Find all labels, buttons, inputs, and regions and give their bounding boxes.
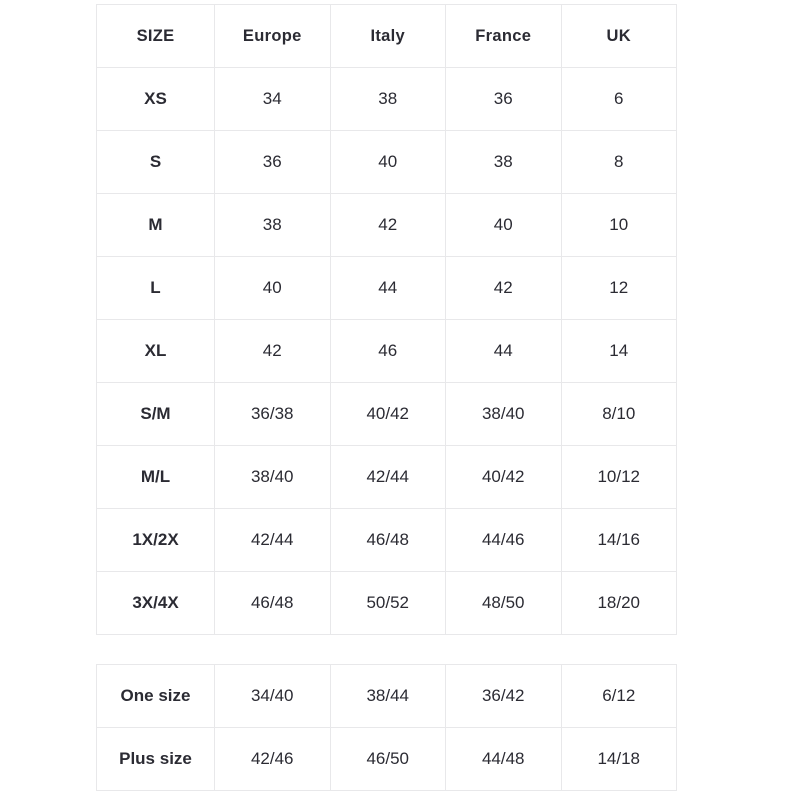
table-row — [97, 320, 677, 383]
row-label: One size — [97, 665, 215, 728]
column-header-uk: UK — [561, 5, 677, 68]
secondary-size-table — [96, 664, 677, 791]
cell-france: 40 — [446, 194, 562, 257]
cell-france: 36 — [446, 68, 562, 131]
cell-france: 38/40 — [446, 383, 562, 446]
table-row — [97, 446, 677, 509]
cell-france: 36/42 — [446, 665, 562, 728]
cell-uk: 14/18 — [561, 728, 677, 791]
cell-europe: 42/46 — [215, 728, 331, 791]
cell-europe: 38/40 — [215, 446, 331, 509]
column-header-italy: Italy — [330, 5, 446, 68]
cell-italy: 46/48 — [330, 509, 446, 572]
main-size-table-container — [96, 4, 676, 635]
table-row — [97, 194, 677, 257]
row-label: XS — [97, 68, 215, 131]
row-label: Plus size — [97, 728, 215, 791]
table-body — [97, 68, 677, 635]
cell-europe: 36/38 — [215, 383, 331, 446]
cell-uk: 8/10 — [561, 383, 677, 446]
cell-france: 44/48 — [446, 728, 562, 791]
table-row — [97, 257, 677, 320]
table-row — [97, 509, 677, 572]
table-row — [97, 68, 677, 131]
cell-france: 48/50 — [446, 572, 562, 635]
table-body — [97, 665, 677, 791]
cell-france: 44 — [446, 320, 562, 383]
cell-uk: 14/16 — [561, 509, 677, 572]
row-label: XL — [97, 320, 215, 383]
cell-italy: 38/44 — [330, 665, 446, 728]
column-header-europe: Europe — [215, 5, 331, 68]
row-label: 3X/4X — [97, 572, 215, 635]
cell-europe: 38 — [215, 194, 331, 257]
cell-europe: 46/48 — [215, 572, 331, 635]
row-label: M — [97, 194, 215, 257]
cell-europe: 34 — [215, 68, 331, 131]
table-row — [97, 572, 677, 635]
cell-italy: 42/44 — [330, 446, 446, 509]
cell-uk: 14 — [561, 320, 677, 383]
cell-italy: 40/42 — [330, 383, 446, 446]
main-size-table — [96, 4, 677, 635]
secondary-size-table-container — [96, 664, 676, 791]
column-header-france: France — [446, 5, 562, 68]
cell-france: 44/46 — [446, 509, 562, 572]
cell-italy: 46/50 — [330, 728, 446, 791]
table-header — [97, 5, 677, 68]
row-label: 1X/2X — [97, 509, 215, 572]
cell-france: 42 — [446, 257, 562, 320]
table-row — [97, 665, 677, 728]
cell-italy: 44 — [330, 257, 446, 320]
table-row — [97, 728, 677, 791]
cell-europe: 36 — [215, 131, 331, 194]
cell-europe: 42/44 — [215, 509, 331, 572]
cell-italy: 42 — [330, 194, 446, 257]
cell-uk: 10/12 — [561, 446, 677, 509]
column-header-size: SIZE — [97, 5, 215, 68]
cell-france: 38 — [446, 131, 562, 194]
cell-uk: 6/12 — [561, 665, 677, 728]
cell-france: 40/42 — [446, 446, 562, 509]
row-label: S — [97, 131, 215, 194]
cell-uk: 6 — [561, 68, 677, 131]
cell-uk: 12 — [561, 257, 677, 320]
cell-italy: 50/52 — [330, 572, 446, 635]
table-row — [97, 131, 677, 194]
row-label: M/L — [97, 446, 215, 509]
table-row — [97, 383, 677, 446]
cell-uk: 18/20 — [561, 572, 677, 635]
cell-europe: 34/40 — [215, 665, 331, 728]
row-label: S/M — [97, 383, 215, 446]
cell-europe: 40 — [215, 257, 331, 320]
cell-uk: 10 — [561, 194, 677, 257]
cell-italy: 38 — [330, 68, 446, 131]
cell-italy: 40 — [330, 131, 446, 194]
table-header-row — [97, 5, 677, 68]
row-label: L — [97, 257, 215, 320]
cell-uk: 8 — [561, 131, 677, 194]
cell-italy: 46 — [330, 320, 446, 383]
cell-europe: 42 — [215, 320, 331, 383]
